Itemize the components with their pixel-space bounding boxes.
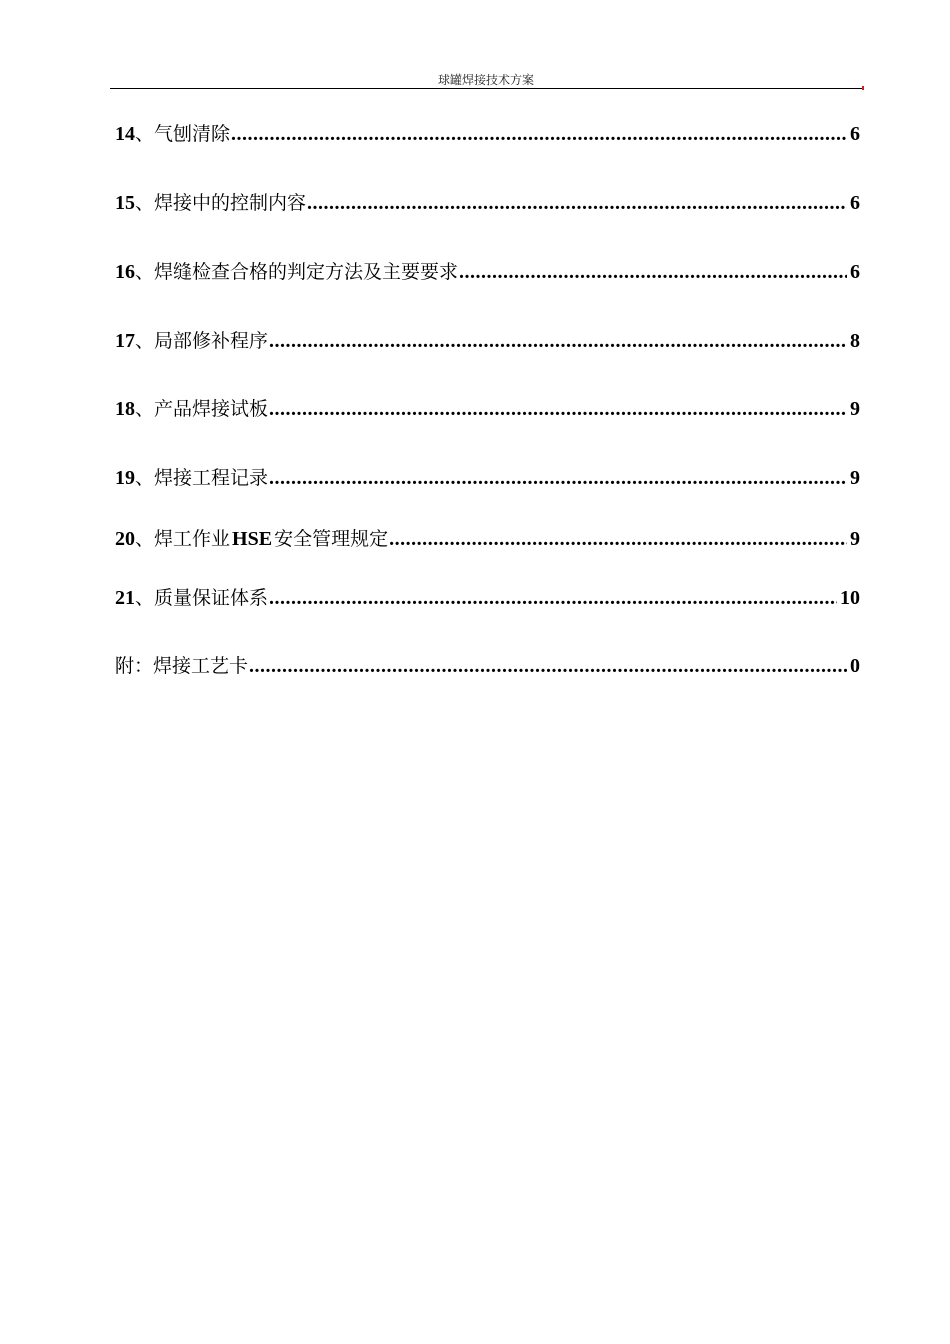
toc-entry-18[interactable]	[115, 396, 860, 422]
toc-dot-leader	[269, 585, 837, 611]
toc-entry-16[interactable]	[115, 259, 860, 285]
toc-entry-21[interactable]	[115, 585, 860, 611]
toc-entry-page: 9	[850, 398, 860, 420]
toc-entry-title: 质量保证体系	[154, 587, 269, 609]
toc-dot-leader	[389, 526, 847, 552]
toc-entry-separator: 、	[135, 330, 155, 352]
toc-entry-20[interactable]	[115, 525, 860, 551]
toc-entry-page: 6	[850, 192, 860, 214]
toc-entry-17[interactable]	[115, 328, 860, 354]
toc-dot-leader	[269, 396, 847, 422]
toc-entry-page: 6	[850, 261, 860, 283]
toc-entry-title: 气刨清除	[154, 123, 231, 145]
page-header	[110, 72, 862, 89]
toc-entry-separator: 、	[135, 192, 155, 214]
toc-entry-number: 18	[115, 398, 135, 420]
toc-dot-leader	[249, 653, 847, 679]
toc-entry-appendix[interactable]	[115, 653, 860, 679]
toc-entry-title: 局部修补程序	[154, 330, 269, 352]
toc-entry-separator: 、	[135, 123, 155, 145]
toc-entry-14[interactable]	[115, 121, 860, 147]
toc-entry-title: 焊接中的控制内容	[154, 192, 307, 214]
toc-entry-page: 0	[850, 655, 860, 677]
toc-entry-separator: 、	[135, 398, 155, 420]
header-title: 球罐焊接技术方案	[437, 73, 534, 87]
toc-dot-leader	[231, 121, 847, 147]
toc-entry-page: 9	[850, 528, 860, 550]
toc-entry-page: 10	[840, 587, 860, 609]
toc-dot-leader	[269, 465, 847, 491]
toc-dot-leader	[269, 328, 847, 354]
toc-entry-number: 19	[115, 467, 135, 489]
toc-entry-number: 20	[115, 528, 135, 550]
toc-entry-title-post: 安全管理规定	[274, 528, 389, 550]
toc-entry-page: 8	[850, 330, 860, 352]
toc-entry-separator: 、	[135, 467, 155, 489]
toc-entry-15[interactable]	[115, 190, 860, 216]
toc-entry-title: 产品焊接试板	[154, 398, 269, 420]
toc-entry-page: 6	[850, 123, 860, 145]
toc-entry-19[interactable]	[115, 465, 860, 491]
toc-dot-leader	[307, 190, 847, 216]
toc-dot-leader	[459, 259, 847, 285]
header-rule-end-mark	[862, 86, 864, 90]
toc-entry-title: 焊接工程记录	[154, 467, 269, 489]
toc-entry-number: 15	[115, 192, 135, 214]
toc-entry-separator: 、	[135, 587, 155, 609]
toc-entry-title: 附：焊接工艺卡	[115, 655, 249, 677]
toc-entry-separator: 、	[135, 261, 155, 283]
toc-entry-number: 14	[115, 123, 135, 145]
toc-entry-title: 焊缝检查合格的判定方法及主要要求	[154, 261, 459, 283]
toc-entry-separator: 、	[135, 528, 155, 550]
toc-entry-number: 21	[115, 587, 135, 609]
toc-entry-title-hse: HSE	[232, 528, 273, 550]
toc-entry-number: 17	[115, 330, 135, 352]
toc-entry-page: 9	[850, 467, 860, 489]
toc-entry-title-pre: 焊工作业	[154, 528, 231, 550]
toc-entry-number: 16	[115, 261, 135, 283]
